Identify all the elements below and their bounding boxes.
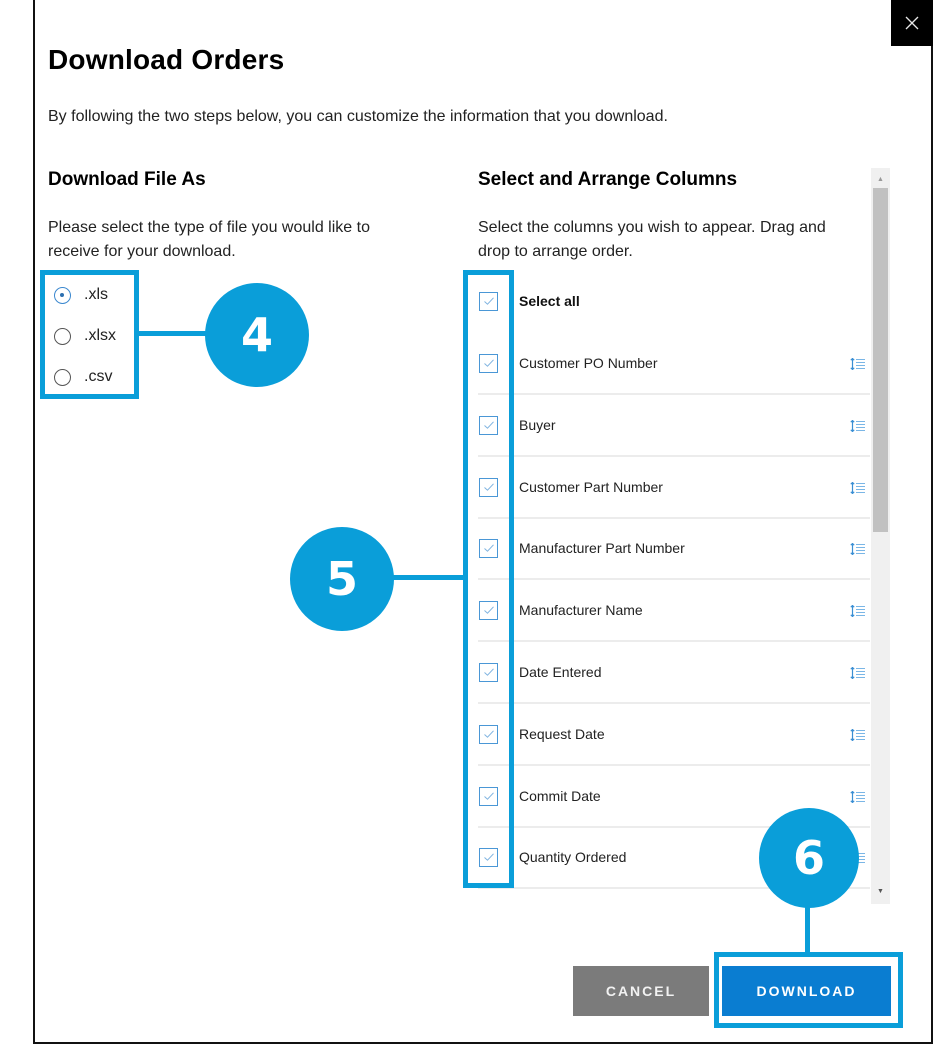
column-row[interactable] — [478, 827, 870, 889]
annotation-step-6: 6 — [759, 808, 859, 908]
checkmark-icon — [483, 605, 495, 615]
drag-handle-icon[interactable] — [850, 666, 866, 678]
drag-handle-icon[interactable] — [850, 481, 866, 493]
column-label: Buyer — [519, 417, 556, 433]
checkmark-icon — [483, 420, 495, 430]
drag-handle-icon[interactable] — [850, 790, 866, 802]
download-button[interactable]: DOWNLOAD — [722, 966, 891, 1016]
checkmark-icon — [483, 667, 495, 677]
column-checkbox[interactable] — [479, 539, 498, 558]
drag-handle-icon[interactable] — [850, 419, 866, 431]
checkmark-icon — [483, 852, 495, 862]
radio-label-xlsx: .xlsx — [84, 327, 116, 344]
column-checkbox[interactable] — [479, 787, 498, 806]
file-type-description-line2: receive for your download. — [48, 243, 236, 260]
column-checkbox[interactable] — [479, 478, 498, 497]
column-checkbox[interactable] — [479, 848, 498, 867]
checkmark-icon — [483, 358, 495, 368]
file-type-heading: Download File As — [48, 169, 206, 190]
column-row[interactable] — [478, 580, 870, 642]
columns-description — [478, 216, 826, 264]
column-row[interactable] — [478, 766, 870, 828]
radio-csv[interactable] — [54, 366, 112, 388]
radio-unselected-icon[interactable] — [54, 328, 71, 345]
column-checkbox[interactable] — [479, 601, 498, 620]
columns-description-line2: drop to arrange order. — [478, 243, 633, 260]
checkmark-icon — [483, 543, 495, 553]
columns-heading: Select and Arrange Columns — [478, 169, 738, 190]
column-checkbox[interactable] — [479, 354, 498, 373]
file-type-description-line1: Please select the type of file you would like to — [48, 219, 370, 236]
scroll-thumb[interactable] — [873, 188, 888, 532]
column-row[interactable] — [478, 395, 870, 457]
column-row[interactable] — [478, 704, 870, 766]
radio-xlsx[interactable] — [54, 325, 116, 347]
close-icon — [905, 16, 919, 30]
columns-scrollbar[interactable] — [871, 168, 890, 904]
column-checkbox[interactable] — [479, 725, 498, 744]
scroll-up-arrow-icon[interactable]: ▲ — [877, 175, 884, 183]
column-label: Date Entered — [519, 664, 602, 680]
column-row[interactable] — [478, 457, 870, 519]
annotation-step-5: 5 — [290, 527, 394, 631]
columns-description-line1: Select the columns you wish to appear. Drag and — [478, 219, 826, 236]
checkmark-icon — [483, 729, 495, 739]
annotation-step-4: 4 — [205, 283, 309, 387]
select-all-checkbox[interactable] — [479, 292, 498, 311]
drag-handle-icon[interactable] — [850, 542, 866, 554]
close-button[interactable] — [891, 0, 933, 46]
drag-handle-icon[interactable] — [850, 604, 866, 616]
dialog-title: Download Orders — [48, 44, 285, 75]
scroll-down-arrow-icon[interactable]: ▼ — [877, 887, 884, 895]
column-checkbox[interactable] — [479, 416, 498, 435]
drag-handle-icon[interactable] — [850, 728, 866, 740]
checkmark-icon — [483, 296, 495, 306]
radio-xls[interactable] — [54, 284, 108, 306]
radio-unselected-icon[interactable] — [54, 369, 71, 386]
column-row[interactable] — [478, 642, 870, 704]
cancel-button[interactable]: CANCEL — [573, 966, 709, 1016]
column-row[interactable] — [478, 518, 870, 580]
select-all-row[interactable] — [478, 270, 870, 332]
column-label: Customer PO Number — [519, 355, 658, 371]
radio-selected-icon[interactable] — [54, 287, 71, 304]
column-label: Manufacturer Name — [519, 602, 643, 618]
radio-label-csv: .csv — [84, 368, 113, 385]
column-label: Customer Part Number — [519, 479, 663, 495]
column-checkbox[interactable] — [479, 663, 498, 682]
column-row[interactable] — [478, 333, 870, 395]
drag-handle-icon[interactable] — [850, 357, 866, 369]
file-type-description — [48, 216, 370, 264]
column-label: Commit Date — [519, 788, 601, 804]
select-all-label: Select all — [519, 293, 580, 309]
radio-label-xls: .xls — [84, 286, 108, 303]
drag-handle-icon[interactable] — [850, 851, 866, 863]
checkmark-icon — [483, 791, 495, 801]
dialog-intro: By following the two steps below, you can customize the information that you download. — [48, 108, 668, 125]
column-label: Request Date — [519, 726, 605, 742]
column-label: Quantity Ordered — [519, 849, 627, 865]
checkmark-icon — [483, 482, 495, 492]
column-label: Manufacturer Part Number — [519, 540, 685, 556]
